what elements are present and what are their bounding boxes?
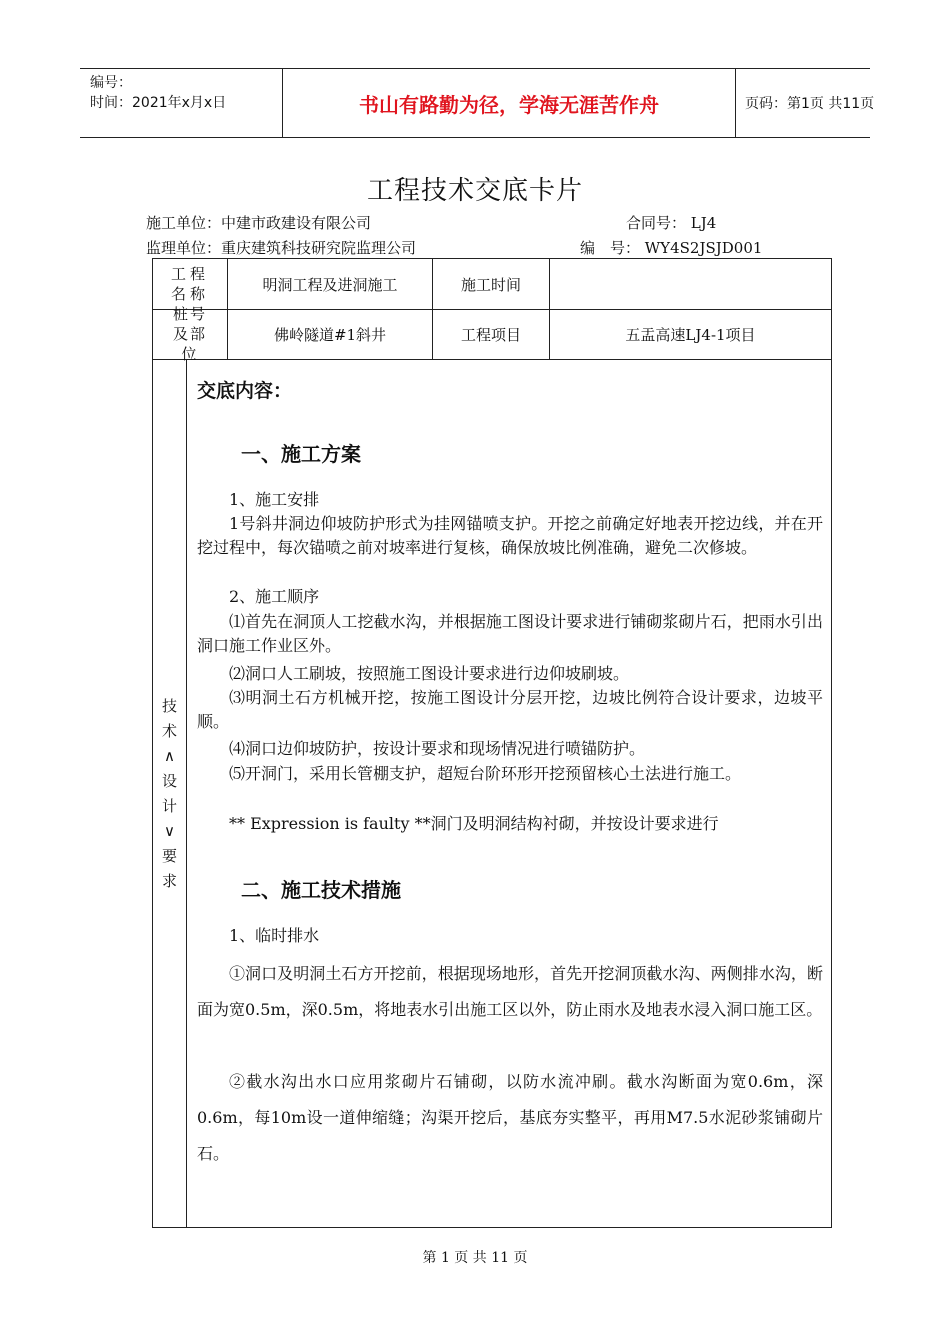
page-header xyxy=(80,68,875,138)
section-heading: 二、施工技术措施 xyxy=(241,878,401,902)
side-char: 要 xyxy=(161,846,177,865)
project-item-label: 工程项目 xyxy=(433,309,550,359)
header-time: 时间：2021年x月x日 xyxy=(90,95,227,111)
table-row xyxy=(153,259,831,310)
list-item: ** Expression is faulty **洞门及明洞结构衬砌，并按设计要求进行 xyxy=(229,814,719,833)
station-label: 桩号及部位 xyxy=(153,309,228,359)
subsection-heading: 2、施工顺序 xyxy=(229,587,320,606)
side-char: ∨ xyxy=(164,821,175,840)
contract-number: 合同号： LJ4 xyxy=(626,214,717,232)
document-title: 工程技术交底卡片 xyxy=(366,176,583,206)
construction-unit: 施工单位：中建市政建设有限公司 xyxy=(146,214,372,232)
subsection-heading: 1、临时排水 xyxy=(229,926,320,945)
side-char: 术 xyxy=(161,721,177,740)
side-label xyxy=(153,360,187,1227)
header-meta xyxy=(80,69,282,141)
header-motto: 书山有路勤为径，学海无涯苦作舟 xyxy=(282,69,736,137)
project-name-label: 工程名称 xyxy=(153,259,228,309)
paragraph: 1号斜井洞边仰坡防护形式为挂网锚喷支护。开挖之前确定好地表开挖边线，并在开挖过程中，每次锚喷之前对坡率进行复核，确保放坡比例准确，避免二次修坡。 xyxy=(197,514,823,557)
station-value: 佛岭隧道#1斜井 xyxy=(228,309,433,359)
side-char: 求 xyxy=(161,871,177,890)
list-item: ⑶明洞土石方机械开挖，按施工图设计分层开挖，边坡比例符合设计要求，边坡平顺。 xyxy=(197,688,823,731)
list-item: ⑸开洞门，采用长管棚支护，超短台阶环形开挖预留核心土法进行施工。 xyxy=(229,764,742,783)
construction-time-value xyxy=(550,259,831,309)
side-char: 技 xyxy=(161,696,177,715)
paragraph: ①洞口及明洞土石方开挖前，根据现场地形，首先开挖洞顶截水沟、两侧排水沟，断面为宽0.5m，深0.5m，将地表水引出施工区以外，防止雨水及地表水浸入洞口施工区。 xyxy=(197,964,823,1019)
project-item-value: 五盂高速LJ4-1项目 xyxy=(625,325,756,344)
side-char: 设 xyxy=(161,771,177,790)
side-char: ∧ xyxy=(164,746,175,765)
list-item: ⑷洞口边仰坡防护，按设计要求和现场情况进行喷锚防护。 xyxy=(229,739,646,758)
side-char: 计 xyxy=(161,796,177,815)
project-name-value: 明洞工程及进洞施工 xyxy=(228,259,433,309)
table-row xyxy=(153,305,831,363)
section-heading: 一、施工方案 xyxy=(241,442,361,466)
subsection-heading: 1、施工安排 xyxy=(229,490,320,509)
document-number: 编 号： WY4S2JSJD001 xyxy=(580,239,763,257)
page-footer: 第 1 页 共 11 页 xyxy=(422,1250,528,1266)
supervision-unit: 监理单位：重庆建筑科技研究院监理公司 xyxy=(146,239,417,257)
header-page-info: 页码：第1页 共11页 xyxy=(745,96,875,112)
list-item: ⑴首先在洞顶人工挖截水沟，并根据施工图设计要求进行铺砌浆砌片石，把雨水引出洞口施工作业区外。 xyxy=(197,612,823,655)
header-number: 编号： xyxy=(90,75,132,91)
content-heading: 交底内容： xyxy=(197,380,293,402)
list-item: ⑵洞口人工刷坡，按照施工图设计要求进行边仰坡刷坡。 xyxy=(229,664,630,683)
construction-time-label: 施工时间 xyxy=(433,259,550,309)
paragraph: ②截水沟出水口应用浆砌片石铺砌，以防水流冲刷。截水沟断面为宽0.6m，深0.6m，每10m设一道伸缩缝；沟渠开挖后，基底夯实整平，再用M7.5水泥砂浆铺砌片石。 xyxy=(197,1072,823,1163)
disclosure-table xyxy=(152,258,832,1228)
